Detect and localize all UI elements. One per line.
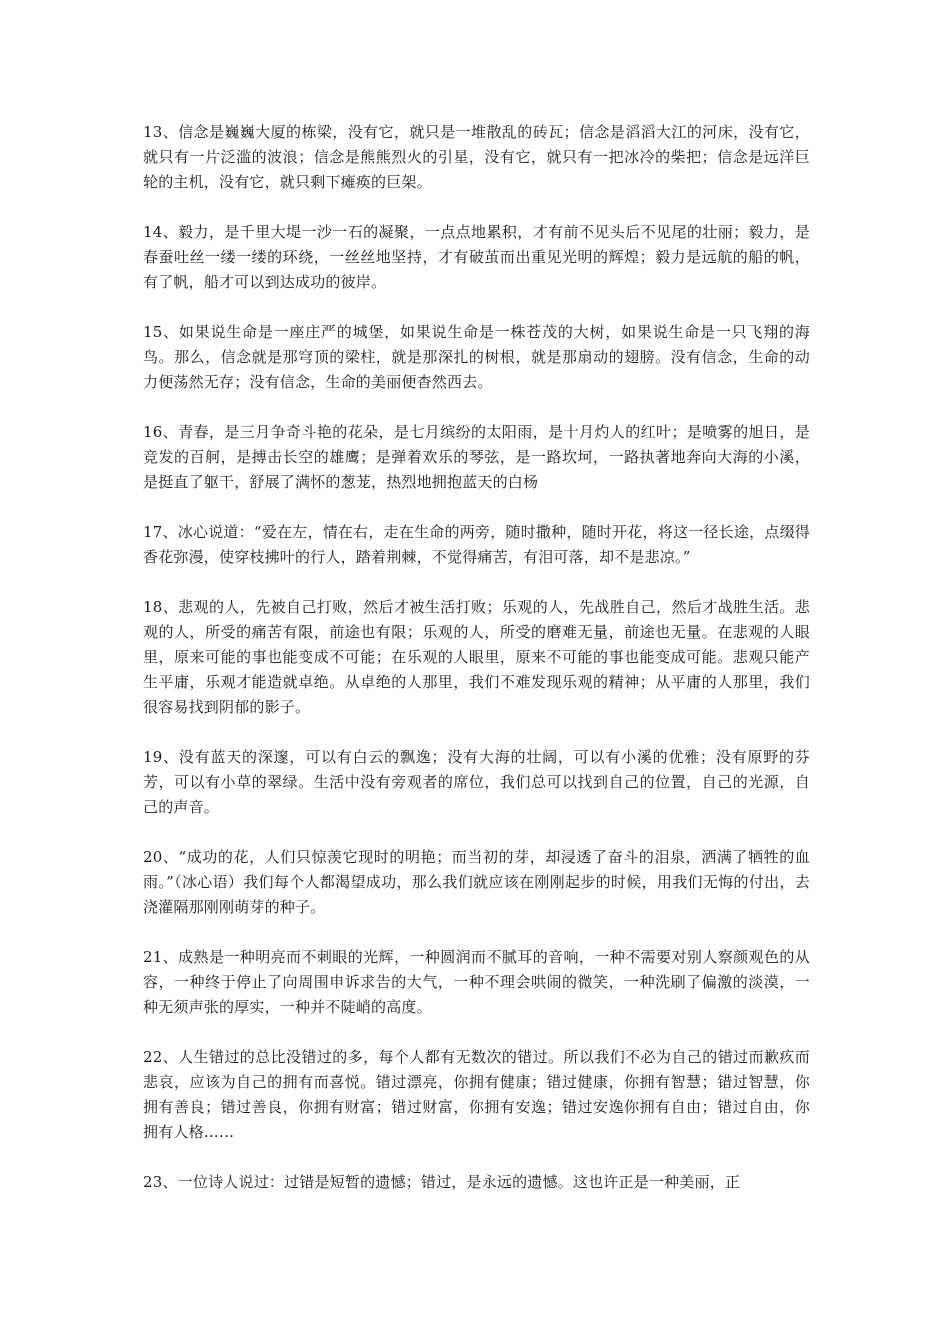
paragraph-17: 17、冰心说道：“爱在左，情在右，走在生命的两旁，随时撒种，随时开花，将这一径长途，点缀得香花弥漫，使穿枝拂叶的行人，踏着荆棘，不觉得痛苦，有泪可落，却不是悲凉。”	[143, 523, 810, 566]
paragraph-21: 21、成熟是一种明亮而不刺眼的光辉，一种圆润而不腻耳的音响，一种不需要对别人察颜观色的从容，一种终于停止了向周围申诉求告的大气，一种不理会哄闹的微笑，一种洗刷了偏激的淡漠，一种无须声张的厚实，一种并不陡峭的高度。	[143, 948, 810, 1016]
paragraph-16: 16、青春，是三月争奇斗艳的花朵，是七月缤纷的太阳雨，是十月灼人的红叶；是喷雾的旭日，是竞发的百舸，是搏击长空的雄鹰；是弹着欢乐的琴弦，是一路坎坷，一路执著地奔向大海的小溪，是挺直了躯干，舒展了满怀的葱茏，热烈地拥抱蓝天的白杨	[143, 423, 810, 491]
paragraph-22: 22、人生错过的总比没错过的多，每个人都有无数次的错过。所以我们不必为自己的错过而歉疚而悲哀，应该为自己的拥有而喜悦。错过漂亮，你拥有健康；错过健康，你拥有智慧；错过智慧，你拥有善良；错过善良，你拥有财富；错过财富，你拥有安逸；错过安逸你拥有自由；错过自由，你拥有人格……	[143, 1048, 810, 1141]
paragraph-13: 13、信念是巍巍大厦的栋梁，没有它，就只是一堆散乱的砖瓦；信念是滔滔大江的河床，没有它，就只有一片泛滥的波浪；信念是熊熊烈火的引星，没有它，就只有一把冰冷的柴把；信念是远洋巨轮的主机，没有它，就只剩下瘫痪的巨架。	[143, 123, 810, 191]
paragraph-18: 18、悲观的人，先被自己打败，然后才被生活打败；乐观的人，先战胜自己，然后才战胜生活。悲观的人，所受的痛苦有限，前途也有限；乐观的人，所受的磨难无量，前途也无量。在悲观的人眼里，原来可能的事也能变成不可能；在乐观的人眼里，原来不可能的事也能变成可能。悲观只能产生平庸，乐观才能造就卓绝。从卓绝的人那里，我们不难发现乐观的精神；从平庸的人那里，我们很容易找到阴郁的影子。	[143, 598, 810, 716]
document-page	[143, 120, 810, 1220]
paragraph-23: 23、一位诗人说过：过错是短暂的遗憾；错过，是永远的遗憾。这也许正是一种美丽，正	[143, 1173, 741, 1191]
paragraph-14: 14、毅力，是千里大堤一沙一石的凝聚，一点点地累积，才有前不见头后不见尾的壮丽；毅力，是春蚕吐丝一缕一缕的环绕，一丝丝地坚持，才有破茧而出重见光明的辉煌；毅力是远航的船的帆，有了帆，船才可以到达成功的彼岸。	[143, 223, 810, 291]
paragraph-19: 19、没有蓝天的深邃，可以有白云的飘逸；没有大海的壮阔，可以有小溪的优雅；没有原野的芬芳，可以有小草的翠绿。生活中没有旁观者的席位，我们总可以找到自己的位置，自己的光源，自己的声音。	[143, 748, 810, 816]
paragraph-20: 20、“成功的花，人们只惊羡它现时的明艳；而当初的芽，却浸透了奋斗的泪泉，洒满了牺牲的血雨。”（冰心语）我们每个人都渴望成功，那么我们就应该在刚刚起步的时候，用我们无悔的付出，去浇灌隔那刚刚萌芽的种子。	[143, 848, 810, 916]
paragraph-15: 15、如果说生命是一座庄严的城堡，如果说生命是一株苍茂的大树，如果说生命是一只飞翔的海鸟。那么，信念就是那穹顶的梁柱，就是那深扎的树根，就是那扇动的翅膀。没有信念，生命的动力便荡然无存；没有信念，生命的美丽便杳然西去。	[143, 323, 810, 391]
